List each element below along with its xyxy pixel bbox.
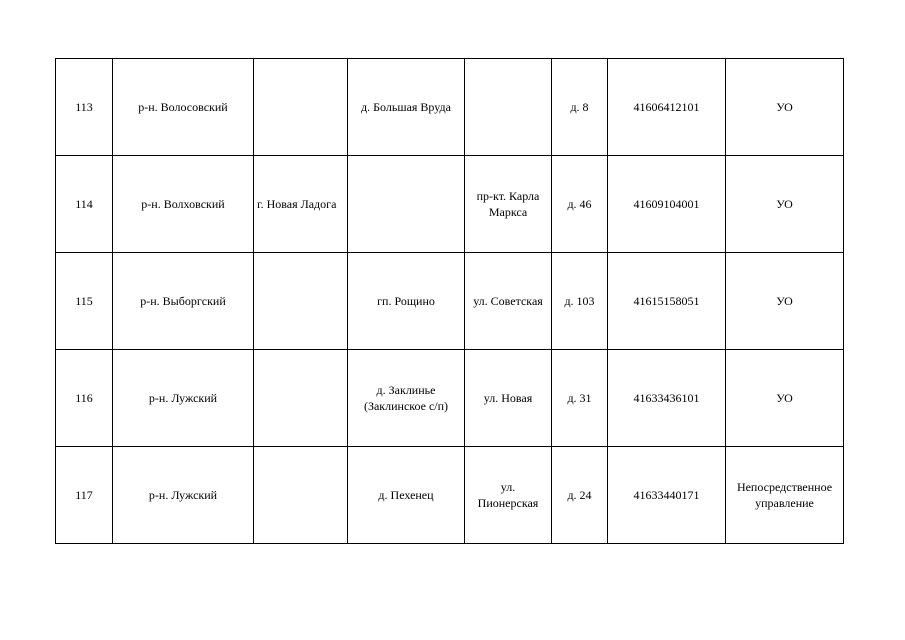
street-line: ул. Новая [483,391,533,405]
house-cell: д. 103 [552,253,608,350]
district-cell: р-н. Лужский [113,447,254,544]
city-cell [254,59,348,156]
street-cell [465,350,552,447]
street-line: ул. [500,480,516,494]
management-line: Непосредственное [736,480,833,494]
management-cell [726,59,844,156]
district-cell: р-н. Волховский [113,156,254,253]
code-cell: 41633440171 [608,447,726,544]
street-line: ул. Советская [473,294,543,308]
settlement-line: д. Пехенец [378,488,434,502]
management-cell [726,156,844,253]
code-cell: 41633436101 [608,350,726,447]
house-cell: д. 46 [552,156,608,253]
settlement-cell [348,447,465,544]
table-row [56,350,844,447]
table-row [56,253,844,350]
settlement-cell [348,156,465,253]
management-line: УО [776,100,793,114]
management-line: УО [776,294,793,308]
city-cell [254,447,348,544]
settlement-line: д. Заклинье [376,383,436,397]
district-cell: р-н. Выборгский [113,253,254,350]
street-cell [465,447,552,544]
table-row [56,156,844,253]
row-number-cell: 116 [56,350,113,447]
settlement-cell [348,350,465,447]
settlement-line: (Заклинское с/п) [363,399,449,413]
street-cell [465,59,552,156]
code-cell: 41606412101 [608,59,726,156]
management-cell [726,447,844,544]
table-row [56,447,844,544]
management-line: управление [755,496,814,510]
code-cell: 41615158051 [608,253,726,350]
row-number-cell: 117 [56,447,113,544]
house-cell: д. 8 [552,59,608,156]
table-row [56,59,844,156]
management-cell [726,350,844,447]
house-cell: д. 31 [552,350,608,447]
housing-table [55,58,844,544]
street-cell [465,253,552,350]
street-line: пр-кт. Карла [476,189,540,203]
street-line: Пионерская [477,496,539,510]
city-cell: г. Новая Ладога [254,156,348,253]
row-number-cell: 114 [56,156,113,253]
district-cell: р-н. Лужский [113,350,254,447]
management-line: УО [776,197,793,211]
street-cell [465,156,552,253]
table-body [56,59,844,544]
settlement-cell [348,59,465,156]
settlement-cell [348,253,465,350]
settlement-line: д. Большая Вруда [361,100,451,114]
street-line: Маркса [488,205,528,219]
management-line: УО [776,391,793,405]
settlement-line: гп. Рощино [377,294,435,308]
district-cell: р-н. Волосовский [113,59,254,156]
row-number-cell: 113 [56,59,113,156]
city-cell [254,253,348,350]
row-number-cell: 115 [56,253,113,350]
code-cell: 41609104001 [608,156,726,253]
management-cell [726,253,844,350]
house-cell: д. 24 [552,447,608,544]
city-cell [254,350,348,447]
